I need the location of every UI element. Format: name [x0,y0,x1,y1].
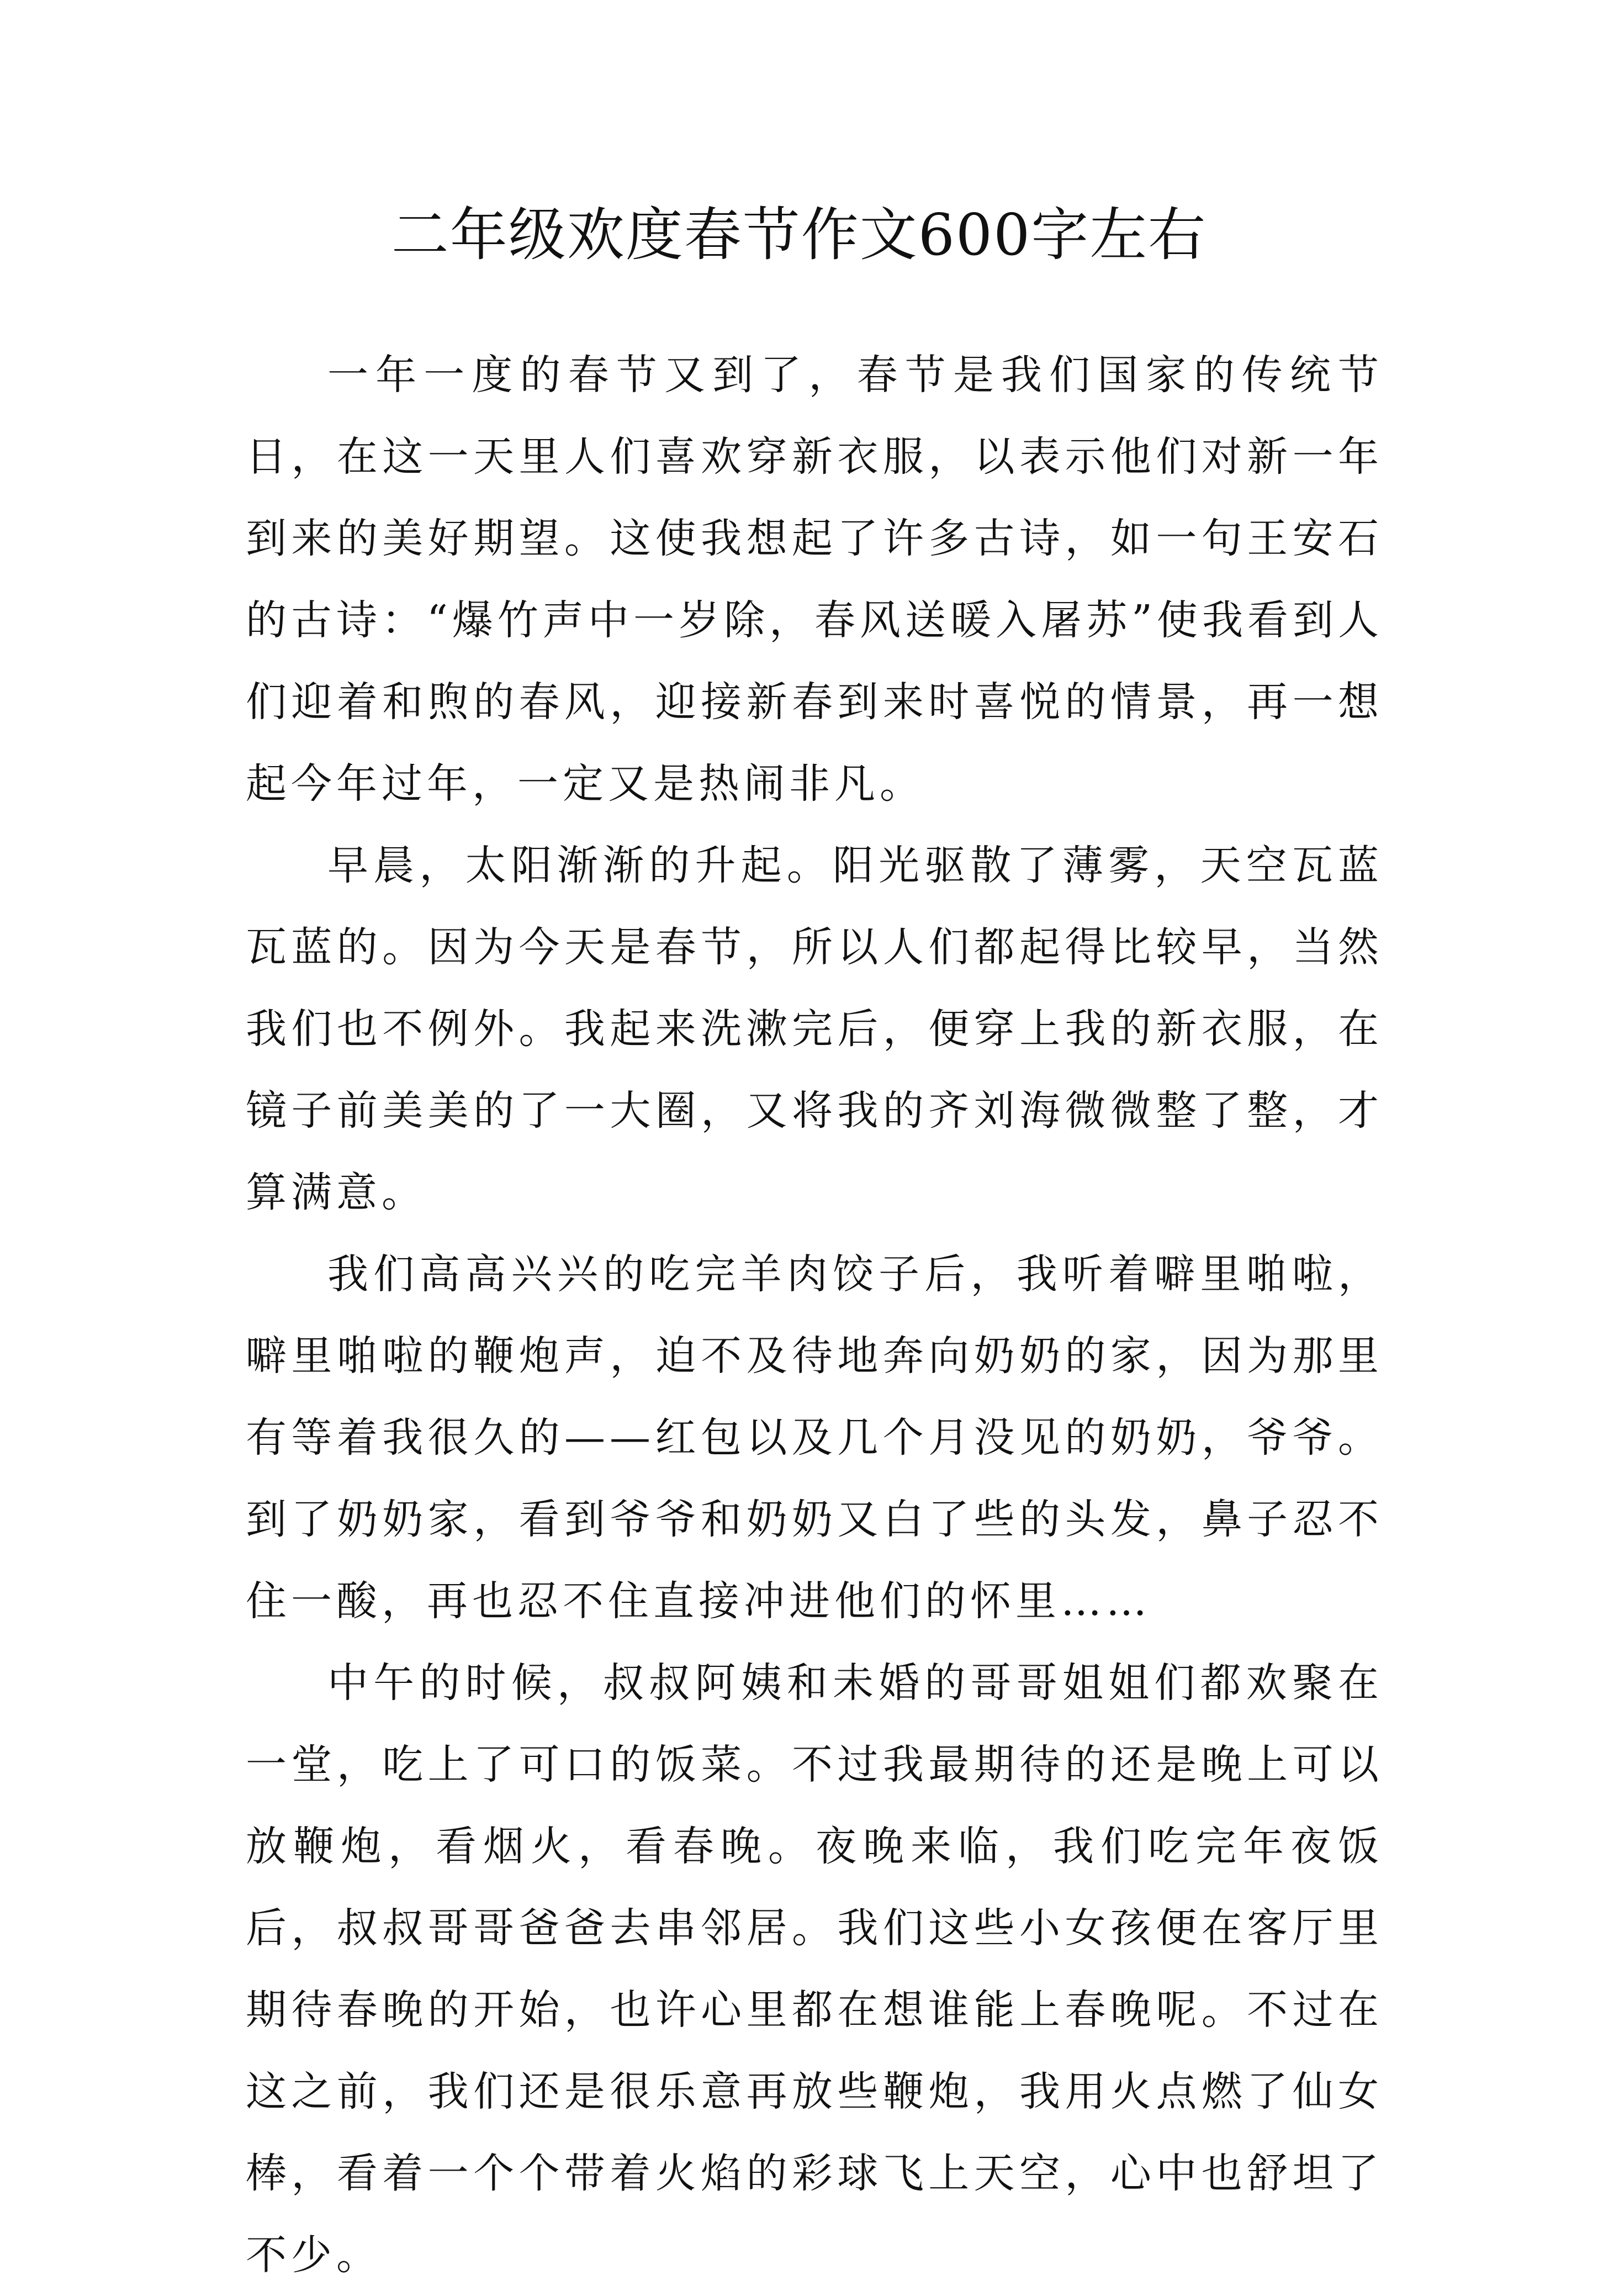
paragraph-1: 一年一度的春节又到了，春节是我们国家的传统节日，在这一天里人们喜欢穿新衣服，以表示他们对新一年到来的美好期望。这使我想起了许多古诗，如一句王安石的古诗：“爆竹声中一岁除，春风送暖入屠苏”使我看到人们迎着和煦的春风，迎接新春到来时喜悦的情景，再一想起今年过年，一定又是热闹非凡。 [246,351,1383,807]
essay-body [246,334,1383,2296]
paragraph-4: 中午的时候，叔叔阿姨和未婚的哥哥姐姐们都欢聚在一堂，吃上了可口的饭菜。不过我最期待的还是晚上可以放鞭炮，看烟火，看春晚。夜晚来临，我们吃完年夜饭后，叔叔哥哥爸爸去串邻居。我们这些小女孩便在客厅里期待春晚的开始，也许心里都在想谁能上春晚呢。不过在这之前，我们还是很乐意再放些鞭炮，我用火点燃了仙女棒，看着一个个带着火焰的彩球飞上天空，心中也舒坦了不少。 [246,1659,1383,2279]
paragraph-3: 我们高高兴兴的吃完羊肉饺子后，我听着噼里啪啦，噼里啪啦的鞭炮声，迫不及待地奔向奶奶的家，因为那里有等着我很久的——红包以及几个月没见的奶奶，爷爷。到了奶奶家，看到爷爷和奶奶又白了些的头发，鼻子忍不住一酸，再也忍不住直接冲进他们的怀里…… [246,1250,1383,1625]
page-title: 二年级欢度春节作文600字左右 [391,201,1207,268]
paragraph-2: 早晨，太阳渐渐的升起。阳光驱散了薄雾，天空瓦蓝瓦蓝的。因为今天是春节，所以人们都起得比较早，当然我们也不例外。我起来洗漱完后，便穿上我的新衣服，在镜子前美美的了一大圈，又将我的齐刘海微微整了整，才算满意。 [246,842,1383,1216]
